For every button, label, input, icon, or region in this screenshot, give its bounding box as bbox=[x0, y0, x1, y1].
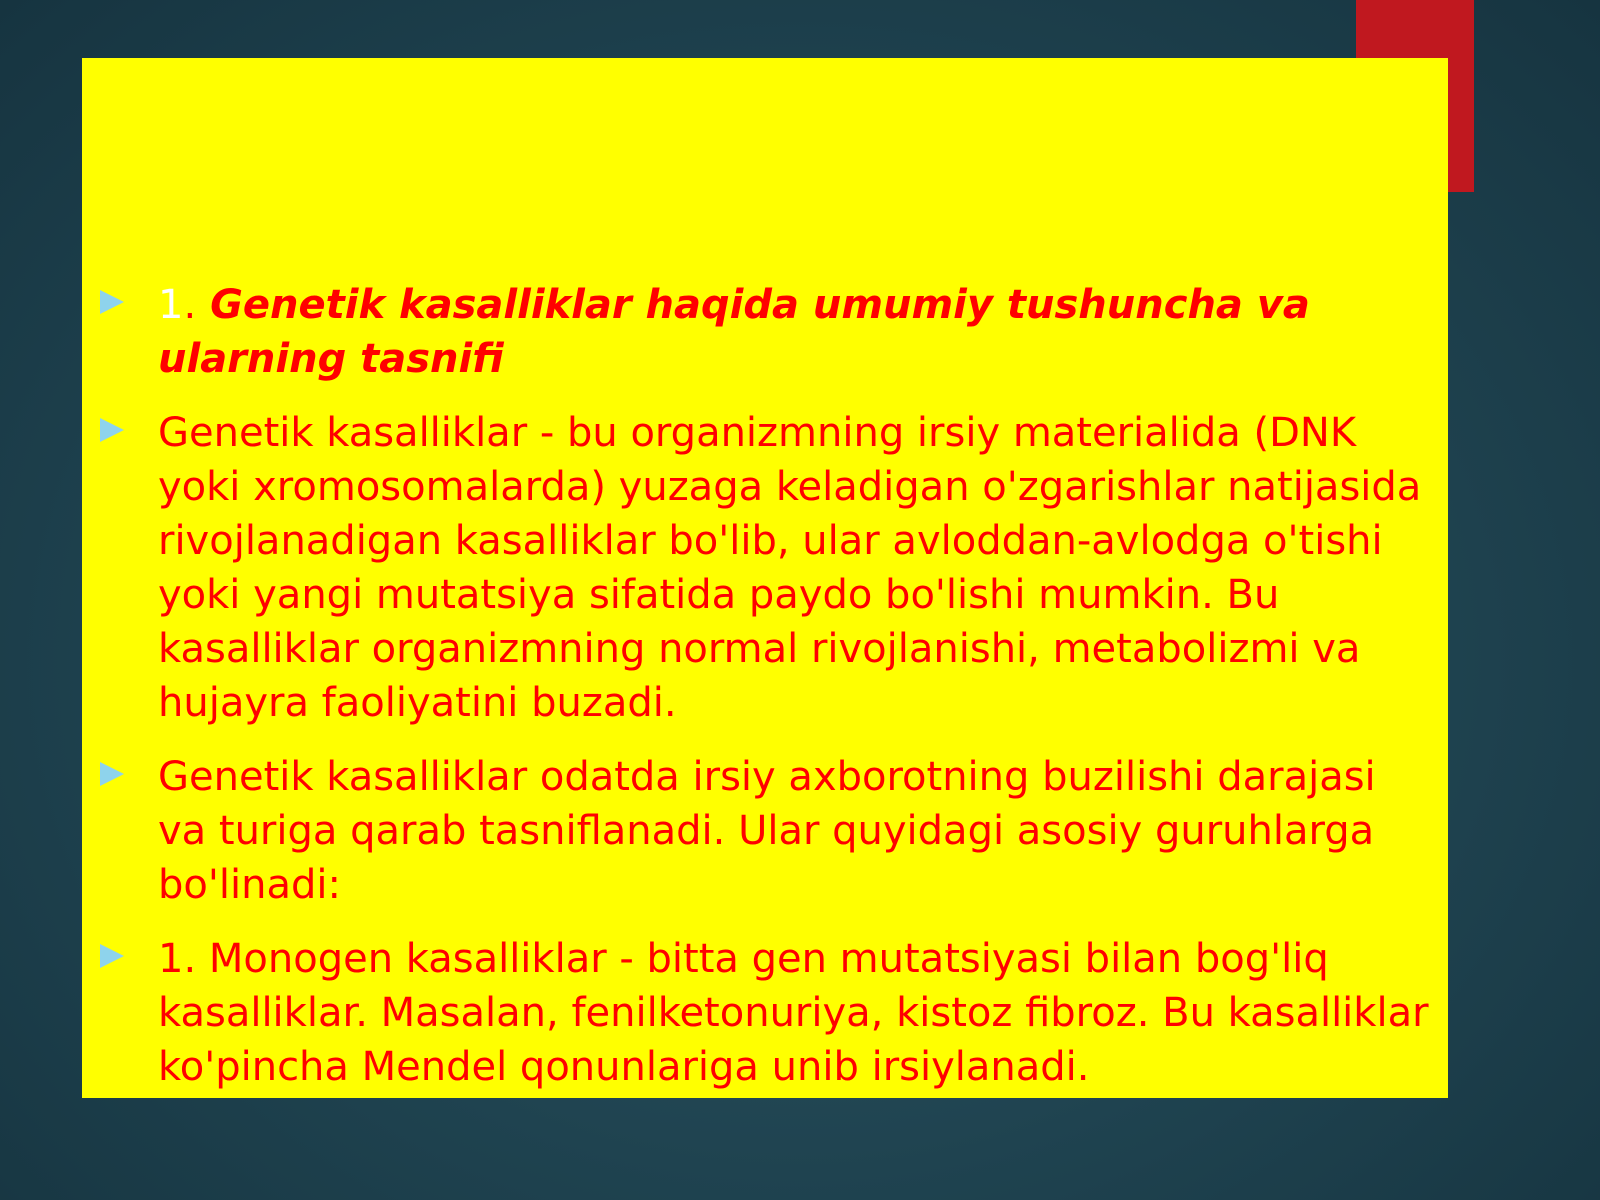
bullet-paragraph-3 bbox=[82, 932, 1448, 1094]
triangle-right-icon bbox=[100, 944, 124, 968]
triangle-right-icon bbox=[100, 418, 124, 442]
bullet-paragraph-1 bbox=[82, 406, 1448, 730]
heading-dot: . bbox=[183, 282, 197, 328]
bullet-list bbox=[82, 278, 1448, 1114]
triangle-right-icon bbox=[100, 762, 124, 786]
content-box bbox=[82, 58, 1448, 1098]
paragraph-text: Genetik kasalliklar - bu organizmning irsiy materialida (DNK yoki xromosomalarda) yuzaga keladigan o'zgarishlar natijasida rivojlanadigan kasalliklar bo'lib, ular avloddan-avlodga o'tishi yoki yangi mutatsiya sifatida paydo bo'lishi mumkin. Bu kasalliklar organizmning normal rivojlanishi, metabolizmi va hujayra faoliyatini buzadi. bbox=[158, 410, 1422, 726]
heading-number: 1 bbox=[158, 282, 184, 328]
bullet-heading bbox=[82, 278, 1448, 386]
bullet-paragraph-2 bbox=[82, 750, 1448, 912]
heading-text: Genetik kasalliklar haqida umumiy tushuncha va ularning tasnifi bbox=[158, 282, 1310, 382]
triangle-right-icon bbox=[100, 290, 124, 314]
paragraph-text: 1. Monogen kasalliklar - bitta gen mutatsiyasi bilan bog'liq kasalliklar. Masalan, fenilketonuriya, kistoz fibroz. Bu kasalliklar ko'pincha Mendel qonunlariga unib irsiylanadi. bbox=[158, 936, 1429, 1090]
paragraph-text: Genetik kasalliklar odatda irsiy axborotning buzilishi darajasi va turiga qarab tasniflanadi. Ular quyidagi asosiy guruhlarga bo'linadi: bbox=[158, 754, 1376, 908]
